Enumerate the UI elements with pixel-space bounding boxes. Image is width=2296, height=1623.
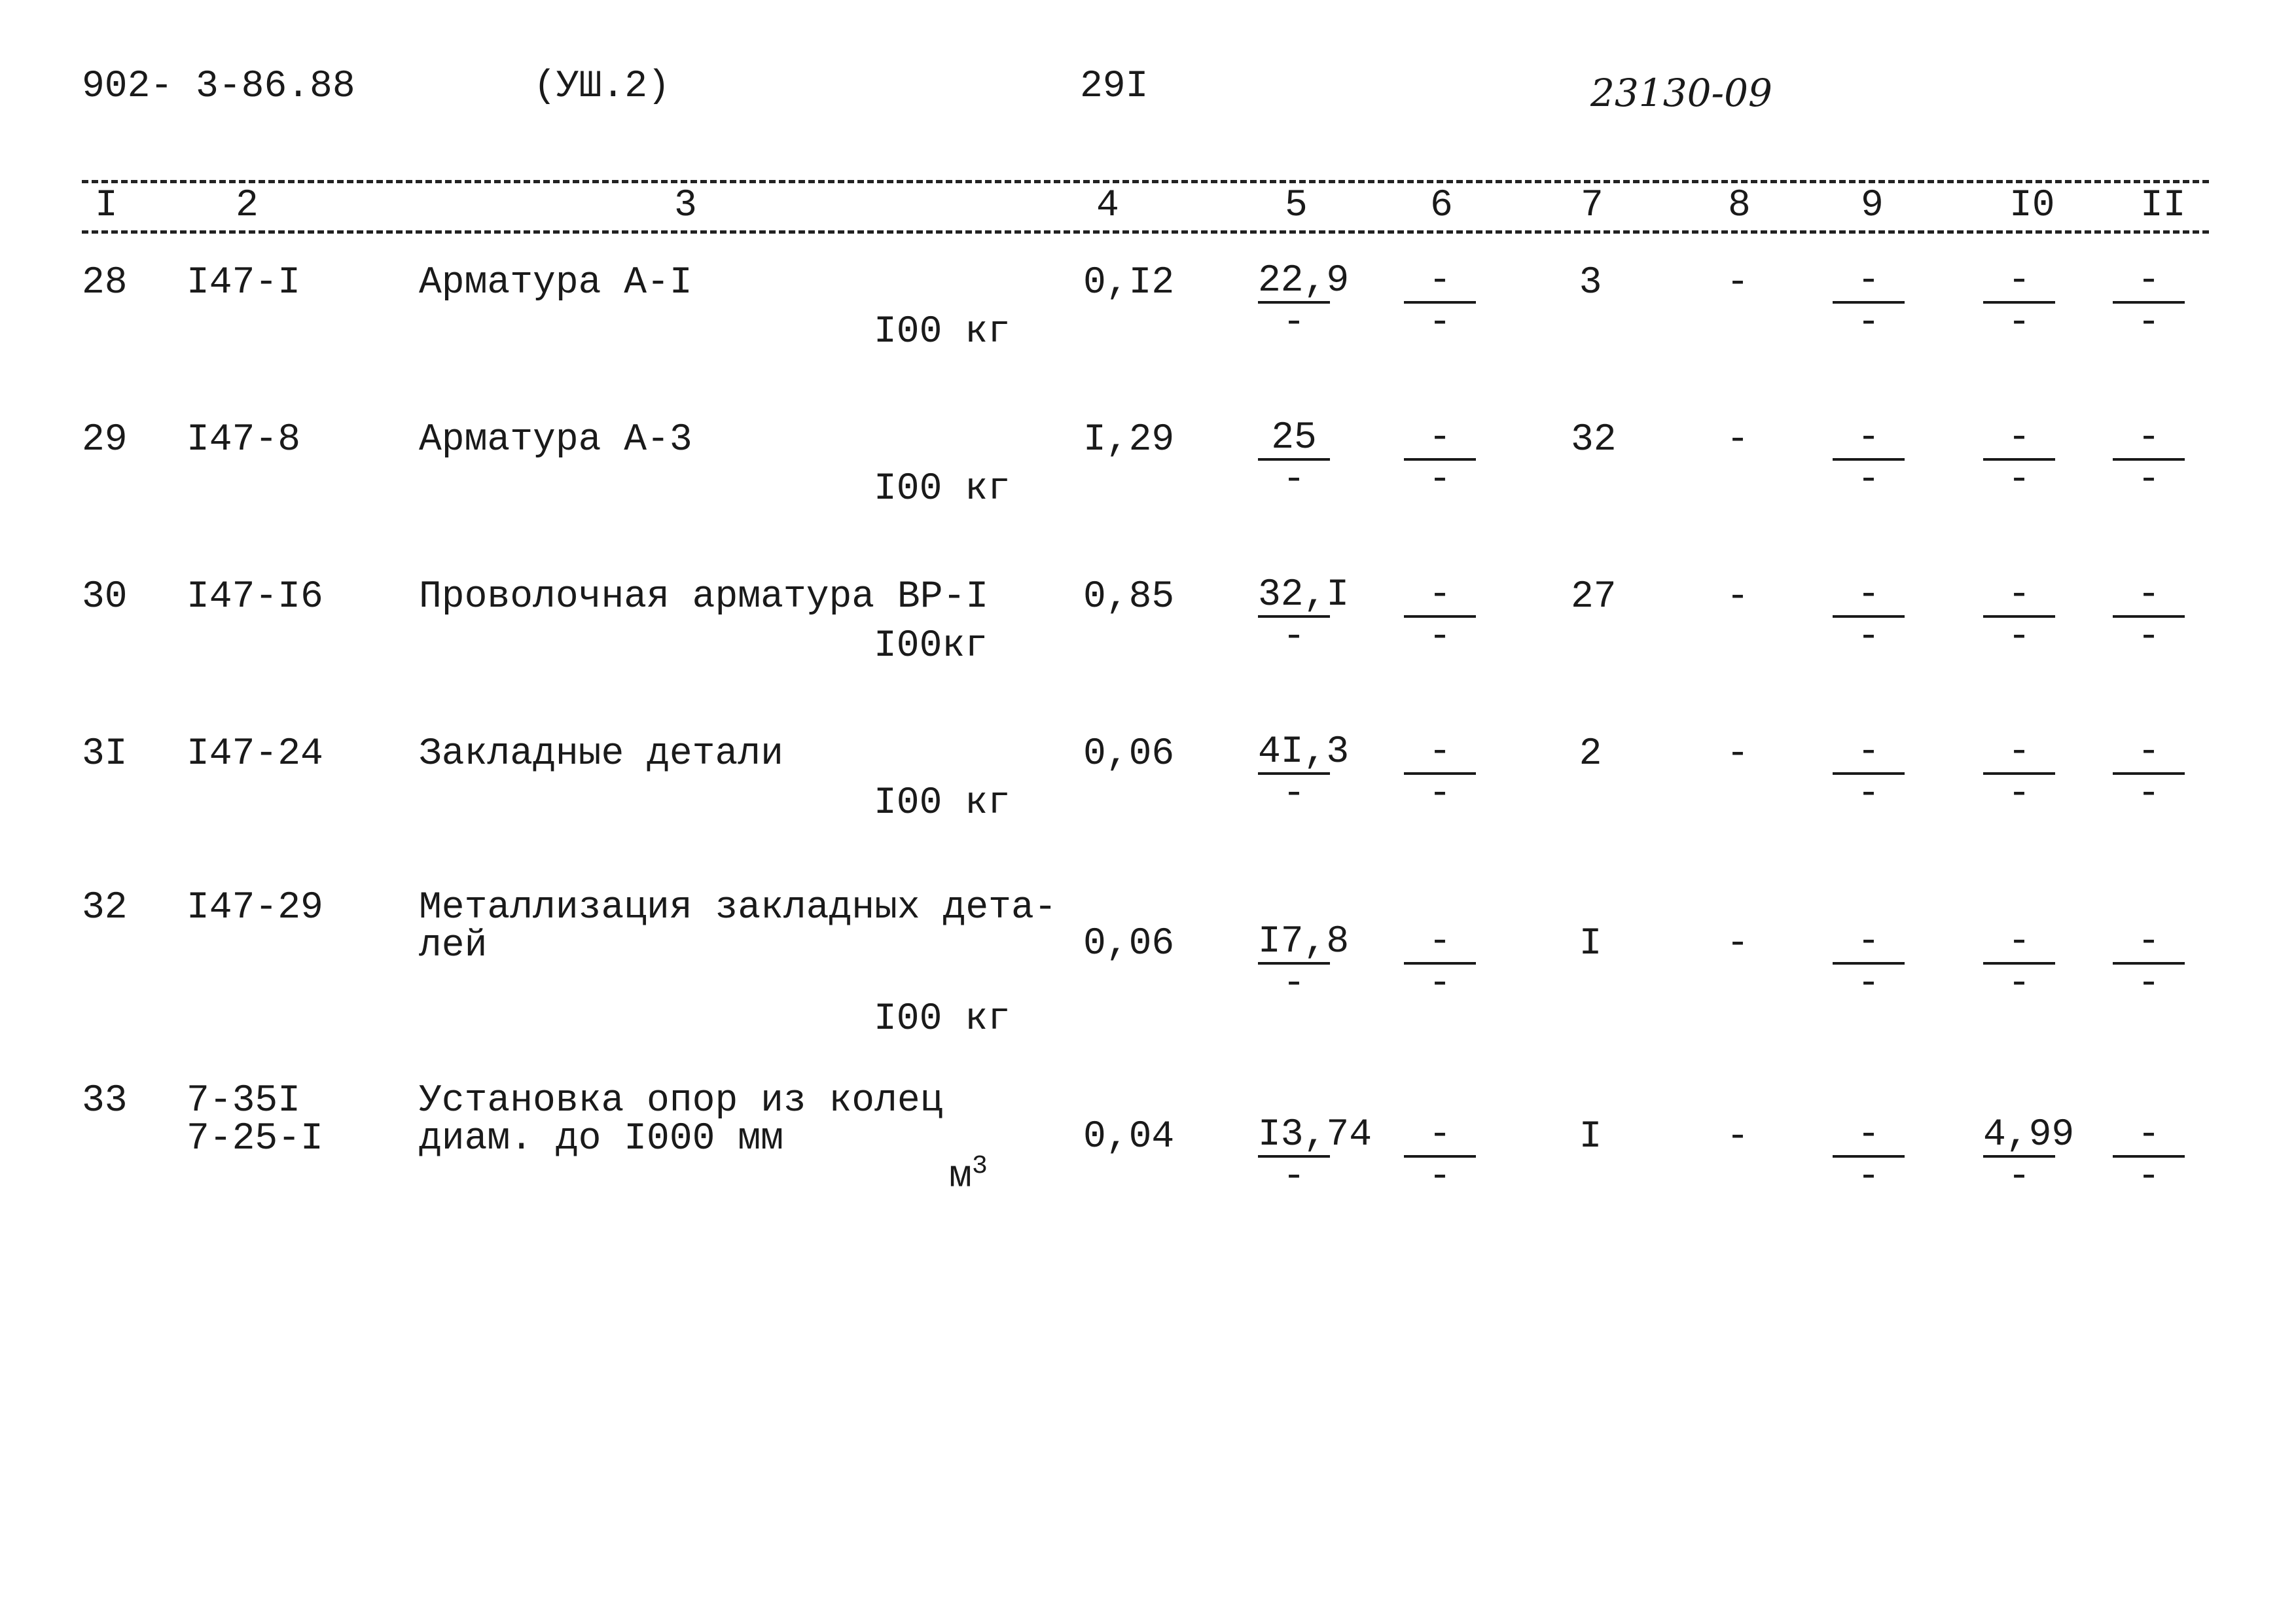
work-description: Закладные детали [419, 733, 783, 776]
cost-col11-numerator: - [2113, 576, 2185, 618]
column-number: 6 [1430, 185, 1453, 227]
value-col8: - [1726, 923, 1749, 965]
cost-col11-numerator: - [2113, 419, 2185, 461]
work-description: Установка опор из колец [419, 1080, 943, 1122]
page-number: 29I [1080, 65, 1149, 108]
column-number: 9 [1861, 185, 1884, 227]
value-col8: - [1726, 419, 1749, 461]
value-col7: 3 [1579, 262, 1602, 304]
row-number: 29 [82, 419, 128, 461]
cost-col6-numerator: - [1404, 262, 1476, 304]
cost-col5 [1258, 1114, 1372, 1198]
cost-col5-numerator: 25 [1258, 419, 1330, 461]
cost-col5 [1258, 574, 1350, 658]
work-description: Металлизация закладных дета- [419, 887, 1057, 929]
cost-col10 [1983, 576, 2055, 657]
cost-col6-numerator: - [1404, 923, 1476, 965]
unit-of-measure: м [949, 1155, 972, 1198]
column-number: 2 [236, 185, 259, 227]
cost-col10-denominator: - [2007, 963, 2031, 1005]
cost-col9 [1833, 419, 1905, 500]
cost-col10-numerator: - [1983, 262, 2055, 304]
value-col8: - [1726, 733, 1749, 776]
cost-col5-numerator: I3,74 [1258, 1114, 1372, 1156]
cost-col11 [2113, 1116, 2185, 1197]
norm-code: 7-25-I [187, 1118, 323, 1160]
cost-col9 [1833, 923, 1905, 1004]
column-number: II [2140, 185, 2186, 227]
cost-col9-numerator: - [1833, 1116, 1905, 1158]
cost-col10-numerator: - [1983, 733, 2055, 775]
cost-col5-numerator: 4I,3 [1258, 731, 1350, 774]
value-col7: 2 [1579, 733, 1602, 776]
cost-col6 [1404, 419, 1476, 500]
cost-col5-denominator: - [1282, 459, 1306, 501]
cost-col10-numerator: - [1983, 923, 2055, 965]
quantity: 0,04 [1083, 1116, 1175, 1158]
reference-number: 23130-09 [1590, 71, 1772, 115]
cost-col6 [1404, 1116, 1476, 1197]
work-description: Проволочная арматура ВР-I [419, 576, 989, 618]
cost-col11 [2113, 576, 2185, 657]
cost-col6 [1404, 733, 1476, 814]
section-label: (УШ.2) [533, 65, 670, 108]
value-col8: - [1726, 262, 1749, 304]
cost-col6-numerator: - [1404, 1116, 1476, 1158]
cost-col10 [1983, 1114, 2075, 1198]
cost-col11-denominator: - [2137, 616, 2161, 658]
cost-col11-denominator: - [2137, 773, 2161, 815]
cost-col6-denominator: - [1428, 773, 1452, 815]
cost-col9-denominator: - [1857, 963, 1880, 1005]
cost-col10-denominator: - [2007, 1156, 2031, 1198]
unit-superscript: 3 [971, 1152, 988, 1181]
cost-col5-denominator: - [1282, 616, 1306, 658]
cost-col10 [1983, 419, 2055, 500]
unit-cell [949, 1152, 988, 1198]
value-col7: I [1579, 1116, 1602, 1158]
norm-code: I47-8 [187, 419, 301, 461]
document-code: 902- 3-86.88 [82, 65, 355, 108]
value-col8: - [1726, 1116, 1749, 1158]
cost-col11 [2113, 733, 2185, 814]
cost-col9-denominator: - [1857, 773, 1880, 815]
work-description: лей [419, 925, 488, 967]
cost-col11-denominator: - [2137, 302, 2161, 344]
row-number: 32 [82, 887, 128, 929]
cost-col9-denominator: - [1857, 1156, 1880, 1198]
row-number: 30 [82, 576, 128, 618]
cost-col11-numerator: - [2113, 923, 2185, 965]
column-number: 4 [1096, 185, 1119, 227]
cost-col9-denominator: - [1857, 459, 1880, 501]
row-number: 3I [82, 733, 128, 776]
cost-col5-denominator: - [1282, 963, 1306, 1005]
cost-col5-denominator: - [1282, 302, 1306, 344]
cost-col6 [1404, 923, 1476, 1004]
value-col8: - [1726, 576, 1749, 618]
cost-col6 [1404, 262, 1476, 343]
cost-col9 [1833, 576, 1905, 657]
column-number: 8 [1728, 185, 1751, 227]
cost-col5 [1258, 419, 1330, 500]
norm-code: I47-I [187, 262, 301, 304]
row-number: 33 [82, 1080, 128, 1122]
cost-col11-numerator: - [2113, 262, 2185, 304]
quantity: 0,06 [1083, 923, 1175, 965]
cost-col9 [1833, 1116, 1905, 1197]
work-description: Арматура А-I [419, 262, 692, 304]
column-number: I [95, 185, 118, 227]
cost-col9 [1833, 262, 1905, 343]
row-number: 28 [82, 262, 128, 304]
cost-col9-denominator: - [1857, 616, 1880, 658]
cost-col6-numerator: - [1404, 576, 1476, 618]
work-description: диам. до I000 мм [419, 1118, 783, 1160]
dashed-rule-top [82, 180, 2209, 183]
cost-col9 [1833, 733, 1905, 814]
cost-col5 [1258, 260, 1350, 344]
quantity: 0,06 [1083, 733, 1175, 776]
column-number: 5 [1285, 185, 1308, 227]
unit-of-measure: I00 кг [874, 782, 1011, 825]
cost-col6-numerator: - [1404, 733, 1476, 775]
unit-of-measure: I00 кг [874, 998, 1011, 1041]
cost-col10-denominator: - [2007, 459, 2031, 501]
cost-col11 [2113, 419, 2185, 500]
cost-col9-denominator: - [1857, 302, 1880, 344]
cost-col6-denominator: - [1428, 616, 1452, 658]
value-col7: I [1579, 923, 1602, 965]
unit-of-measure: I00кг [874, 625, 988, 668]
cost-col10-numerator: 4,99 [1983, 1114, 2075, 1156]
cost-col9-numerator: - [1833, 923, 1905, 965]
cost-col10-numerator: - [1983, 576, 2055, 618]
value-col7: 32 [1571, 419, 1617, 461]
quantity: 0,85 [1083, 576, 1175, 618]
cost-col11 [2113, 923, 2185, 1004]
column-number: 3 [674, 185, 697, 227]
cost-col11-numerator: - [2113, 733, 2185, 775]
cost-col10 [1983, 733, 2055, 814]
quantity: I,29 [1083, 419, 1175, 461]
cost-col10-numerator: - [1983, 419, 2055, 461]
cost-col5-numerator: 32,I [1258, 574, 1350, 616]
column-number: I0 [2009, 185, 2055, 227]
cost-col11-denominator: - [2137, 459, 2161, 501]
cost-col9-numerator: - [1833, 576, 1905, 618]
cost-col6 [1404, 576, 1476, 657]
cost-col10-denominator: - [2007, 616, 2031, 658]
cost-col10-denominator: - [2007, 773, 2031, 815]
cost-col5-denominator: - [1282, 1156, 1306, 1198]
cost-col6-numerator: - [1404, 419, 1476, 461]
cost-col9-numerator: - [1833, 733, 1905, 775]
cost-col11-denominator: - [2137, 1156, 2161, 1198]
norm-code: I47-24 [187, 733, 323, 776]
unit-of-measure: I00 кг [874, 311, 1011, 353]
cost-col6-denominator: - [1428, 963, 1452, 1005]
cost-col11-numerator: - [2113, 1116, 2185, 1158]
work-description: Арматура А-3 [419, 419, 692, 461]
cost-col6-denominator: - [1428, 1156, 1452, 1198]
cost-col9-numerator: - [1833, 419, 1905, 461]
cost-col6-denominator: - [1428, 459, 1452, 501]
cost-col10 [1983, 923, 2055, 1004]
dashed-rule-bottom [82, 230, 2209, 234]
norm-code: I47-I6 [187, 576, 323, 618]
cost-col5-denominator: - [1282, 773, 1306, 815]
cost-col9-numerator: - [1833, 262, 1905, 304]
value-col7: 27 [1571, 576, 1617, 618]
cost-col5 [1258, 731, 1350, 815]
cost-col11-denominator: - [2137, 963, 2161, 1005]
cost-col11 [2113, 262, 2185, 343]
cost-col10-denominator: - [2007, 302, 2031, 344]
cost-col10 [1983, 262, 2055, 343]
column-number: 7 [1581, 185, 1604, 227]
cost-col5-numerator: 22,9 [1258, 260, 1350, 302]
norm-code: I47-29 [187, 887, 323, 929]
cost-col5 [1258, 921, 1350, 1005]
norm-code: 7-35I [187, 1080, 301, 1122]
cost-col5-numerator: I7,8 [1258, 921, 1350, 963]
quantity: 0,I2 [1083, 262, 1175, 304]
cost-col6-denominator: - [1428, 302, 1452, 344]
unit-of-measure: I00 кг [874, 468, 1011, 510]
